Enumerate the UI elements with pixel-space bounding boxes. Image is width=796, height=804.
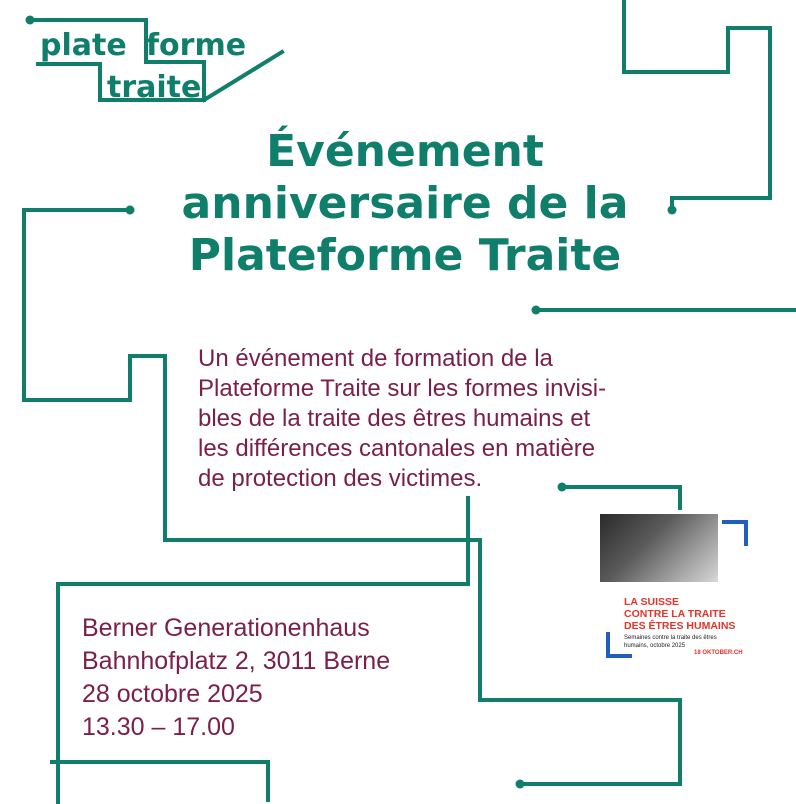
title-line: Plateforme Traite: [188, 230, 622, 281]
title-line: anniversaire de la: [181, 178, 629, 229]
logo-word-traite: traite: [107, 70, 202, 105]
campaign-headline-line: DES ÊTRES HUMAINS: [624, 620, 736, 632]
campaign-headline: [624, 596, 735, 632]
line-end-dot: [532, 306, 541, 315]
frame-line-event: [52, 762, 268, 800]
event-venue: Berner Generationenhaus: [82, 614, 370, 642]
description-line: les différences cantonales en matière: [198, 435, 596, 462]
event-date: 28 octobre 2025: [82, 680, 263, 708]
campaign-headline-line: CONTRE LA TRAITE: [624, 608, 726, 620]
event-description: [198, 344, 698, 494]
logo-word-forme: forme: [146, 28, 247, 63]
page-title: [100, 126, 710, 282]
event-time: 13.30 – 17.00: [82, 713, 235, 741]
title-line: Événement: [266, 126, 544, 177]
campaign-logo: [598, 514, 748, 664]
description-line: de protection des victimes.: [198, 465, 483, 492]
campaign-url: 18 OKTOBER.CH: [694, 650, 743, 656]
event-details: [82, 612, 390, 744]
description-line: Un événement de formation de la: [198, 345, 553, 372]
campaign-subtitle: Semaines contre la traite des êtres humains, octobre 2025: [624, 635, 717, 649]
logo-word-plate: plate: [40, 28, 127, 63]
event-address: Bahnhofplatz 2, 3011 Berne: [82, 647, 391, 675]
line-end-dot: [516, 780, 525, 789]
line-end-dot: [26, 16, 35, 25]
description-line: bles de la traite des êtres humains et: [198, 405, 591, 432]
description-line: Plateforme Traite sur les formes invisi-: [198, 375, 607, 402]
campaign-headline-line: LA SUISSE: [624, 596, 680, 608]
campaign-photo: [600, 514, 718, 582]
